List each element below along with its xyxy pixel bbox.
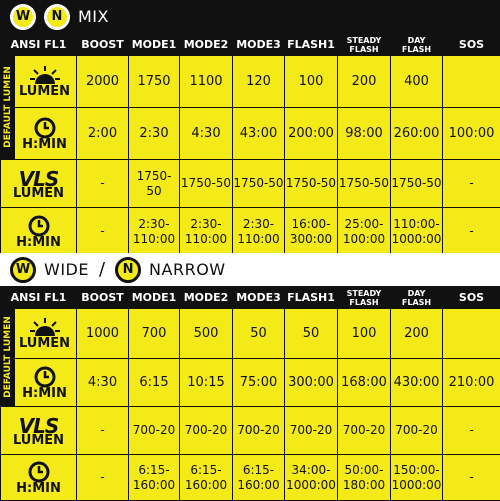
vls-hmin-cell: - bbox=[77, 455, 129, 501]
clock-icon bbox=[34, 366, 56, 388]
vls-cell: 1750-50 bbox=[391, 160, 443, 208]
wide-badge-icon: W bbox=[10, 4, 36, 30]
steady-flash-header: STEADY FLASH bbox=[338, 34, 391, 56]
hmin-cell: 210:00 bbox=[443, 359, 500, 407]
vls-hmin-cell: 6:15- 160:00 bbox=[233, 455, 285, 501]
hmin-cell: 4:30 bbox=[180, 108, 233, 160]
vls-hmin-cell: 2:30- 110:00 bbox=[180, 208, 233, 256]
hmin-label-cell: H:MIN bbox=[1, 359, 77, 407]
vls-hmin-cell: - bbox=[77, 208, 129, 256]
lumen-cell: 100 bbox=[338, 309, 391, 359]
vls-hmin-cell: 110:00- 1000:00 bbox=[391, 208, 443, 256]
mode3-header: MODE3 bbox=[233, 287, 285, 309]
flash1-header: FLASH1 bbox=[285, 34, 338, 56]
hmin-row bbox=[1, 108, 500, 160]
hmin-cell: 43:00 bbox=[233, 108, 285, 160]
mix-table bbox=[0, 33, 500, 256]
vls-cell: 1750-50 bbox=[129, 160, 180, 208]
hmin-cell: 300:00 bbox=[285, 359, 338, 407]
day-flash-header: DAY FLASH bbox=[391, 287, 443, 309]
lumen-cell: 1100 bbox=[180, 56, 233, 108]
narrow-badge-icon: N bbox=[115, 257, 141, 283]
slash-divider: / bbox=[99, 259, 105, 280]
lumen-cell: 200 bbox=[338, 56, 391, 108]
vls-hmin-cell: 2:30- 110:00 bbox=[233, 208, 285, 256]
default-lumen-side: DEFAULT LUMEN bbox=[1, 56, 15, 160]
vls-label-cell: VLS LUMEN bbox=[1, 407, 77, 455]
steady-flash-header: STEADY FLASH bbox=[338, 287, 391, 309]
narrow-title: NARROW bbox=[149, 260, 226, 279]
boost-header: BOOST bbox=[77, 287, 129, 309]
vls-cell: - bbox=[443, 407, 500, 455]
lumen-cell: 2000 bbox=[77, 56, 129, 108]
vls-cell: 700-20 bbox=[233, 407, 285, 455]
vls-hmin-cell: 6:15- 160:00 bbox=[129, 455, 180, 501]
lumen-cell: 50 bbox=[285, 309, 338, 359]
wide-badge-icon: W bbox=[10, 257, 36, 283]
mix-banner bbox=[0, 0, 500, 33]
lumen-cell bbox=[443, 309, 500, 359]
vls-cell: 1750-50 bbox=[285, 160, 338, 208]
header-row bbox=[1, 287, 500, 309]
hmin-cell: 200:00 bbox=[285, 108, 338, 160]
vls-logo-icon: VLS bbox=[1, 169, 76, 189]
flash1-header: FLASH1 bbox=[285, 287, 338, 309]
clock-icon bbox=[34, 117, 56, 139]
narrow-badge-icon: N bbox=[44, 4, 70, 30]
boost-header: BOOST bbox=[77, 34, 129, 56]
vls-hmin-cell: - bbox=[443, 455, 500, 501]
default-lumen-side: DEFAULT LUMEN bbox=[1, 309, 15, 407]
ansi-header: ANSI FL1 bbox=[1, 287, 77, 309]
wide-title: WIDE bbox=[44, 260, 89, 279]
mode2-header: MODE2 bbox=[180, 34, 233, 56]
hmin-row bbox=[1, 359, 500, 407]
vls-cell: 700-20 bbox=[129, 407, 180, 455]
lumen-cell: 120 bbox=[233, 56, 285, 108]
hmin-cell: 260:00 bbox=[391, 108, 443, 160]
vls-hmin-cell: 16:00- 300:00 bbox=[285, 208, 338, 256]
hmin-cell: 10:15 bbox=[180, 359, 233, 407]
vls-row bbox=[1, 407, 500, 455]
vls-cell: 1750-50 bbox=[338, 160, 391, 208]
mode2-header: MODE2 bbox=[180, 287, 233, 309]
lumen-cell: 100 bbox=[285, 56, 338, 108]
mode1-header: MODE1 bbox=[129, 34, 180, 56]
hmin-cell: 6:15 bbox=[129, 359, 180, 407]
vls-hmin-label-cell: H:MIN bbox=[1, 208, 77, 256]
vls-cell: 1750-50 bbox=[180, 160, 233, 208]
lumen-cell: 400 bbox=[391, 56, 443, 108]
vls-cell: 1750-50 bbox=[233, 160, 285, 208]
day-flash-header: DAY FLASH bbox=[391, 34, 443, 56]
vls-cell: - bbox=[77, 160, 129, 208]
vls-label-cell: VLS LUMEN bbox=[1, 160, 77, 208]
vls-hmin-cell: 34:00- 1000:00 bbox=[285, 455, 338, 501]
vls-cell: 700-20 bbox=[391, 407, 443, 455]
vls-hmin-cell: 150:00- 1000:00 bbox=[391, 455, 443, 501]
hmin-cell: 2:30 bbox=[129, 108, 180, 160]
header-row bbox=[1, 34, 500, 56]
lumen-row bbox=[1, 309, 500, 359]
lumen-row bbox=[1, 56, 500, 108]
sos-header: SOS bbox=[443, 34, 500, 56]
vls-hmin-label-cell: H:MIN bbox=[1, 455, 77, 501]
lumen-cell: 200 bbox=[391, 309, 443, 359]
vls-hmin-cell: 6:15- 160:00 bbox=[180, 455, 233, 501]
hmin-cell: 2:00 bbox=[77, 108, 129, 160]
vls-hmin-cell: 25:00- 100:00 bbox=[338, 208, 391, 256]
lumen-cell: 50 bbox=[233, 309, 285, 359]
vls-cell: 700-20 bbox=[338, 407, 391, 455]
sos-header: SOS bbox=[443, 287, 500, 309]
lumen-cell bbox=[443, 56, 500, 108]
hmin-cell: 75:00 bbox=[233, 359, 285, 407]
lumen-cell: 1750 bbox=[129, 56, 180, 108]
mix-title: MIX bbox=[78, 7, 109, 26]
hmin-cell: 4:30 bbox=[77, 359, 129, 407]
hmin-cell: 168:00 bbox=[338, 359, 391, 407]
vls-cell: - bbox=[77, 407, 129, 455]
hmin-cell: 430:00 bbox=[391, 359, 443, 407]
sun-icon bbox=[30, 66, 60, 86]
hmin-cell: 98:00 bbox=[338, 108, 391, 160]
clock-icon bbox=[28, 461, 50, 483]
wide-narrow-banner bbox=[0, 253, 500, 286]
vls-hmin-cell: - bbox=[443, 208, 500, 256]
lumen-cell: 700 bbox=[129, 309, 180, 359]
lumen-label-cell: DEFAULT LUMEN LUMEN bbox=[1, 56, 77, 108]
lumen-cell: 500 bbox=[180, 309, 233, 359]
vls-cell: 700-20 bbox=[285, 407, 338, 455]
hmin-cell: 100:00 bbox=[443, 108, 500, 160]
mode3-header: MODE3 bbox=[233, 34, 285, 56]
vls-hmin-cell: 50:00- 180:00 bbox=[338, 455, 391, 501]
vls-hmin-row bbox=[1, 455, 500, 501]
vls-hmin-row bbox=[1, 208, 500, 256]
hmin-label-cell: H:MIN bbox=[1, 108, 77, 160]
vls-cell: 700-20 bbox=[180, 407, 233, 455]
sun-icon bbox=[30, 318, 60, 338]
vls-row bbox=[1, 160, 500, 208]
vls-logo-icon: VLS bbox=[1, 416, 76, 436]
lumen-label-cell: DEFAULT LUMEN LUMEN bbox=[1, 309, 77, 359]
clock-icon bbox=[28, 215, 50, 237]
vls-cell: - bbox=[443, 160, 500, 208]
vls-hmin-cell: 2:30- 110:00 bbox=[129, 208, 180, 256]
wide-narrow-table bbox=[0, 286, 500, 501]
ansi-header: ANSI FL1 bbox=[1, 34, 77, 56]
lumen-cell: 1000 bbox=[77, 309, 129, 359]
mode1-header: MODE1 bbox=[129, 287, 180, 309]
